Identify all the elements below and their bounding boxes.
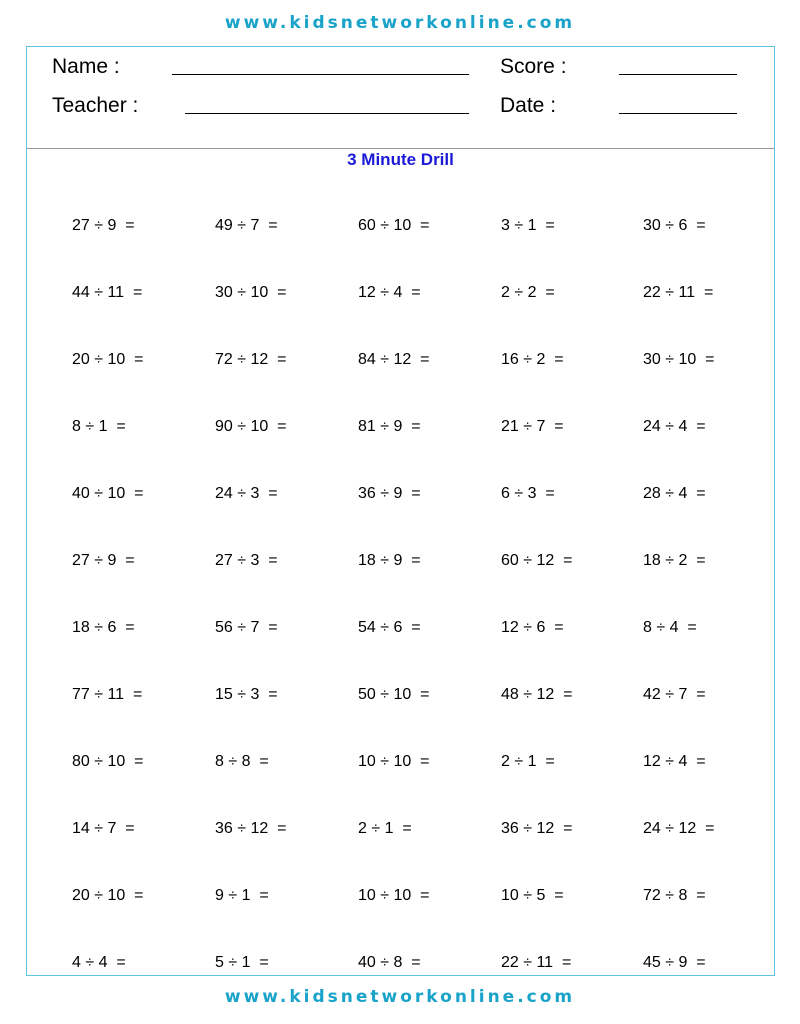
division-problem: 80 ÷ 10 = [72, 753, 144, 770]
problem-row [27, 284, 774, 306]
division-problem: 12 ÷ 4 = [358, 284, 421, 301]
division-problem: 16 ÷ 2 = [501, 351, 564, 368]
problem-row [27, 552, 774, 574]
division-problem: 21 ÷ 7 = [501, 418, 564, 435]
problem-grid [27, 47, 774, 975]
division-problem: 54 ÷ 6 = [358, 619, 421, 636]
division-problem: 6 ÷ 3 = [501, 485, 555, 502]
division-problem: 36 ÷ 9 = [358, 485, 421, 502]
date-label: Date : [500, 94, 557, 117]
site-url-bottom: www.kidsnetworkonline.com [224, 987, 576, 1007]
problem-row [27, 418, 774, 440]
division-problem: 49 ÷ 7 = [215, 217, 278, 234]
worksheet [26, 46, 775, 976]
problem-row [27, 753, 774, 775]
teacher-label: Teacher : [52, 94, 139, 117]
division-problem: 20 ÷ 10 = [72, 351, 144, 368]
division-problem: 10 ÷ 10 = [358, 753, 430, 770]
division-problem: 10 ÷ 10 = [358, 887, 430, 904]
division-problem: 12 ÷ 6 = [501, 619, 564, 636]
division-problem: 30 ÷ 6 = [643, 217, 706, 234]
division-problem: 2 ÷ 1 = [358, 820, 412, 837]
division-problem: 2 ÷ 2 = [501, 284, 555, 301]
division-problem: 4 ÷ 4 = [72, 954, 126, 971]
division-problem: 9 ÷ 1 = [215, 887, 269, 904]
division-problem: 50 ÷ 10 = [358, 686, 430, 703]
division-problem: 72 ÷ 8 = [643, 887, 706, 904]
score-label: Score : [500, 55, 567, 78]
division-problem: 40 ÷ 10 = [72, 485, 144, 502]
division-problem: 8 ÷ 4 = [643, 619, 697, 636]
division-problem: 14 ÷ 7 = [72, 820, 135, 837]
problem-row [27, 820, 774, 842]
division-problem: 42 ÷ 7 = [643, 686, 706, 703]
problem-row [27, 887, 774, 909]
division-problem: 77 ÷ 11 = [72, 686, 143, 703]
division-problem: 5 ÷ 1 = [215, 954, 269, 971]
division-problem: 27 ÷ 3 = [215, 552, 278, 569]
division-problem: 20 ÷ 10 = [72, 887, 144, 904]
name-label: Name : [52, 55, 120, 78]
division-problem: 90 ÷ 10 = [215, 418, 287, 435]
division-problem: 2 ÷ 1 = [501, 753, 555, 770]
division-problem: 22 ÷ 11 = [501, 954, 572, 971]
division-problem: 24 ÷ 12 = [643, 820, 715, 837]
problem-row [27, 217, 774, 239]
division-problem: 44 ÷ 11 = [72, 284, 143, 301]
site-url-top: www.kidsnetworkonline.com [224, 13, 576, 33]
problem-row [27, 485, 774, 507]
problem-row [27, 686, 774, 708]
division-problem: 56 ÷ 7 = [215, 619, 278, 636]
division-problem: 12 ÷ 4 = [643, 753, 706, 770]
division-problem: 40 ÷ 8 = [358, 954, 421, 971]
drill-title: 3 Minute Drill [347, 150, 454, 169]
division-problem: 8 ÷ 1 = [72, 418, 126, 435]
division-problem: 36 ÷ 12 = [215, 820, 287, 837]
division-problem: 30 ÷ 10 = [215, 284, 287, 301]
division-problem: 8 ÷ 8 = [215, 753, 269, 770]
division-problem: 24 ÷ 4 = [643, 418, 706, 435]
division-problem: 60 ÷ 12 = [501, 552, 573, 569]
division-problem: 45 ÷ 9 = [643, 954, 706, 971]
division-problem: 84 ÷ 12 = [358, 351, 430, 368]
division-problem: 36 ÷ 12 = [501, 820, 573, 837]
division-problem: 30 ÷ 10 = [643, 351, 715, 368]
division-problem: 10 ÷ 5 = [501, 887, 564, 904]
division-problem: 18 ÷ 9 = [358, 552, 421, 569]
division-problem: 27 ÷ 9 = [72, 217, 135, 234]
division-problem: 28 ÷ 4 = [643, 485, 706, 502]
division-problem: 22 ÷ 11 = [643, 284, 714, 301]
division-problem: 72 ÷ 12 = [215, 351, 287, 368]
division-problem: 27 ÷ 9 = [72, 552, 135, 569]
problem-row [27, 954, 774, 976]
division-problem: 15 ÷ 3 = [215, 686, 278, 703]
division-problem: 60 ÷ 10 = [358, 217, 430, 234]
problem-row [27, 619, 774, 641]
division-problem: 18 ÷ 2 = [643, 552, 706, 569]
problem-row [27, 351, 774, 373]
division-problem: 18 ÷ 6 = [72, 619, 135, 636]
division-problem: 81 ÷ 9 = [358, 418, 421, 435]
division-problem: 48 ÷ 12 = [501, 686, 573, 703]
division-problem: 24 ÷ 3 = [215, 485, 278, 502]
division-problem: 3 ÷ 1 = [501, 217, 555, 234]
